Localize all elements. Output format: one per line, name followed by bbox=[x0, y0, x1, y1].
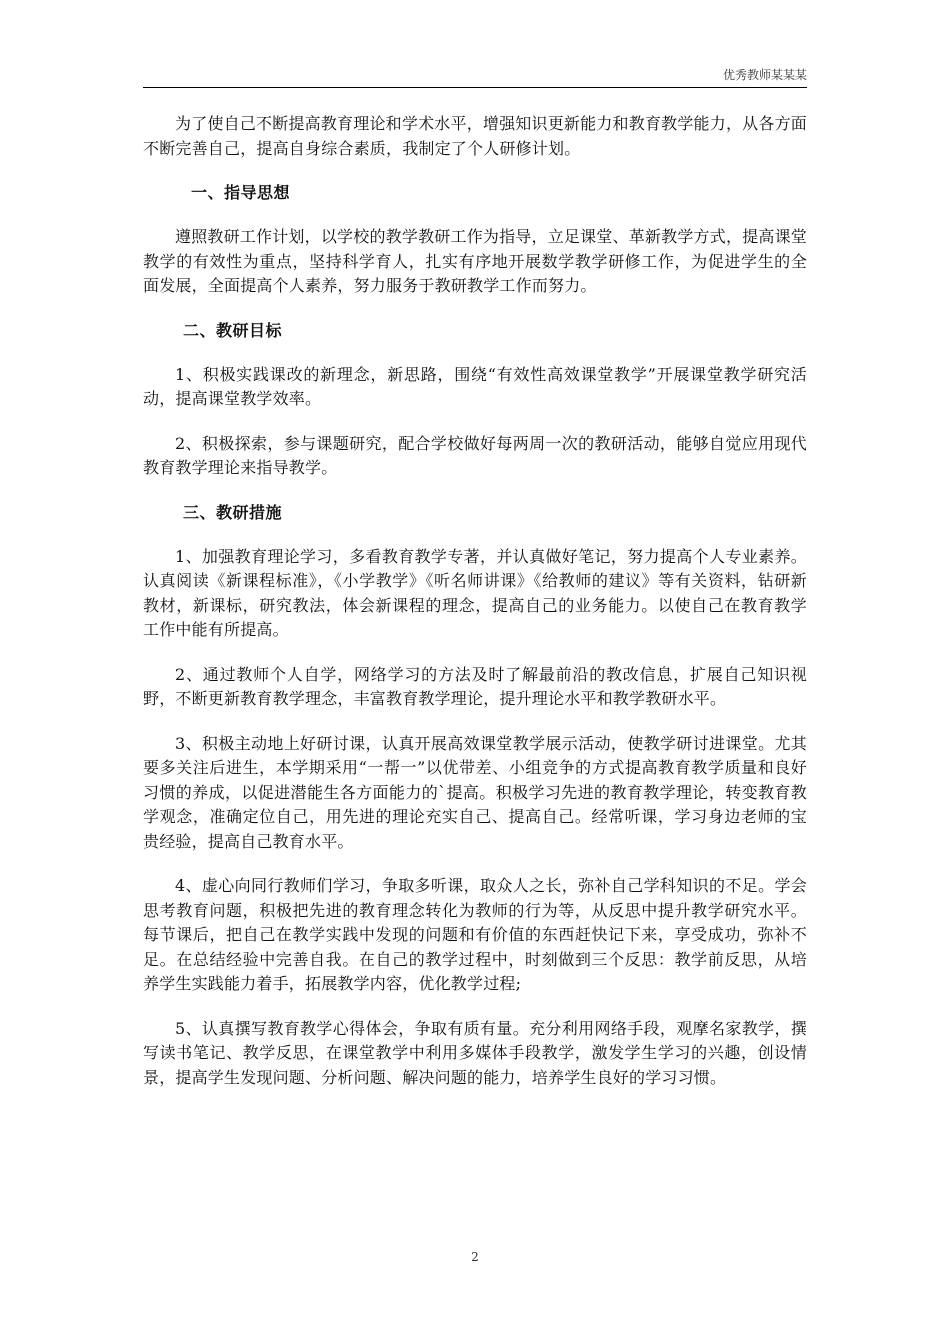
paragraph: 遵照教研工作计划，以学校的教学教研工作为指导，立足课堂、革新教学方式，提高课堂教学的有效性为重点，坚持科学育人，扎实有序地开展数学教学研修工作，为促进学生的全面发展，全面提高个人素养，努力服务于教研教学工作而努力。 bbox=[143, 227, 807, 295]
section-title-research-measures: 三、教研措施 bbox=[183, 502, 283, 522]
paragraph: 1、积极实践课改的新理念，新思路，围绕“有效性高效课堂教学”开展课堂教学研究活动，提高课堂教学效率。 bbox=[143, 364, 807, 408]
paragraph: 5、认真撰写教育教学心得体会，争取有质有量。充分利用网络手段，观摩名家教学，撰写读书笔记、教学反思，在课堂教学中利用多媒体手段教学，激发学生学习的兴趣，创设情景，提高学生发现问题、分析问题、解决问题的能力，培养学生良好的学习习惯。 bbox=[143, 1018, 807, 1087]
section-title-research-goals: 二、教研目标 bbox=[183, 320, 283, 340]
paragraph: 2、积极探索，参与课题研究，配合学校做好每两周一次的教研活动，能够自觉应用现代教育教学理论来指导教学。 bbox=[143, 433, 807, 477]
paragraph: 3、积极主动地上好研讨课，认真开展高效课堂教学展示活动，使教学研讨进课堂。尤其要多关注后进生，本学期采用“一帮一”以优带差、小组竞争的方式提高教育教学质量和良好习惯的养成，以促进潜能生各方面能力的`提高。积极学习先进的教育教学理论，转变教育教学观念，准确定位自己，用先进的理论充实自己、提高自己。经常听课，学习身边老师的宝贵经验，提高自己教育水平。 bbox=[143, 733, 807, 851]
paragraph: 2、通过教师个人自学，网络学习的方法及时了解最前沿的教改信息，扩展自己知识视野，不断更新教育教学理念，丰富教育教学理论，提升理论水平和教学教研水平。 bbox=[143, 664, 807, 708]
header-text: 优秀教师某某某 bbox=[722, 68, 807, 82]
page-header bbox=[143, 66, 807, 88]
paragraph: 4、虚心向同行教师们学习，争取多听课，取众人之长，弥补自己学科知识的不足。学会思考教育问题，积极把先进的教育理念转化为教师的行为等，从反思中提升教学研究水平。每节课后，把自己在教学实践中发现的问题和有价值的东西赶快记下来，享受成功，弥补不足。在总结经验中完善自我。在自己的教学过程中，时刻做到三个反思：教学前反思，从培养学生实践能力着手，拓展教学内容，优化教学过程; bbox=[143, 876, 807, 993]
section-title-guiding-ideology: 一、指导思想 bbox=[191, 183, 291, 202]
document-body bbox=[143, 112, 807, 1110]
intro-paragraph: 为了使自己不断提高教育理论和学术水平，增强知识更新能力和教育教学能力，从各方面不断完善自己，提高自身综合素质，我制定了个人研修计划。 bbox=[143, 114, 807, 158]
paragraph: 1、加强教育理论学习，多看教育教学专著，并认真做好笔记，努力提高个人专业素养。认真阅读《新课程标准》，《小学教学》《听名师讲课》《给教师的建议》等有关资料，钻研新教材，新课标，研究教法，体会新课程的理念，提高自己的业务能力。以使自己在教育教学工作中能有所提高。 bbox=[143, 546, 807, 639]
page-number: 2 bbox=[471, 1250, 479, 1264]
